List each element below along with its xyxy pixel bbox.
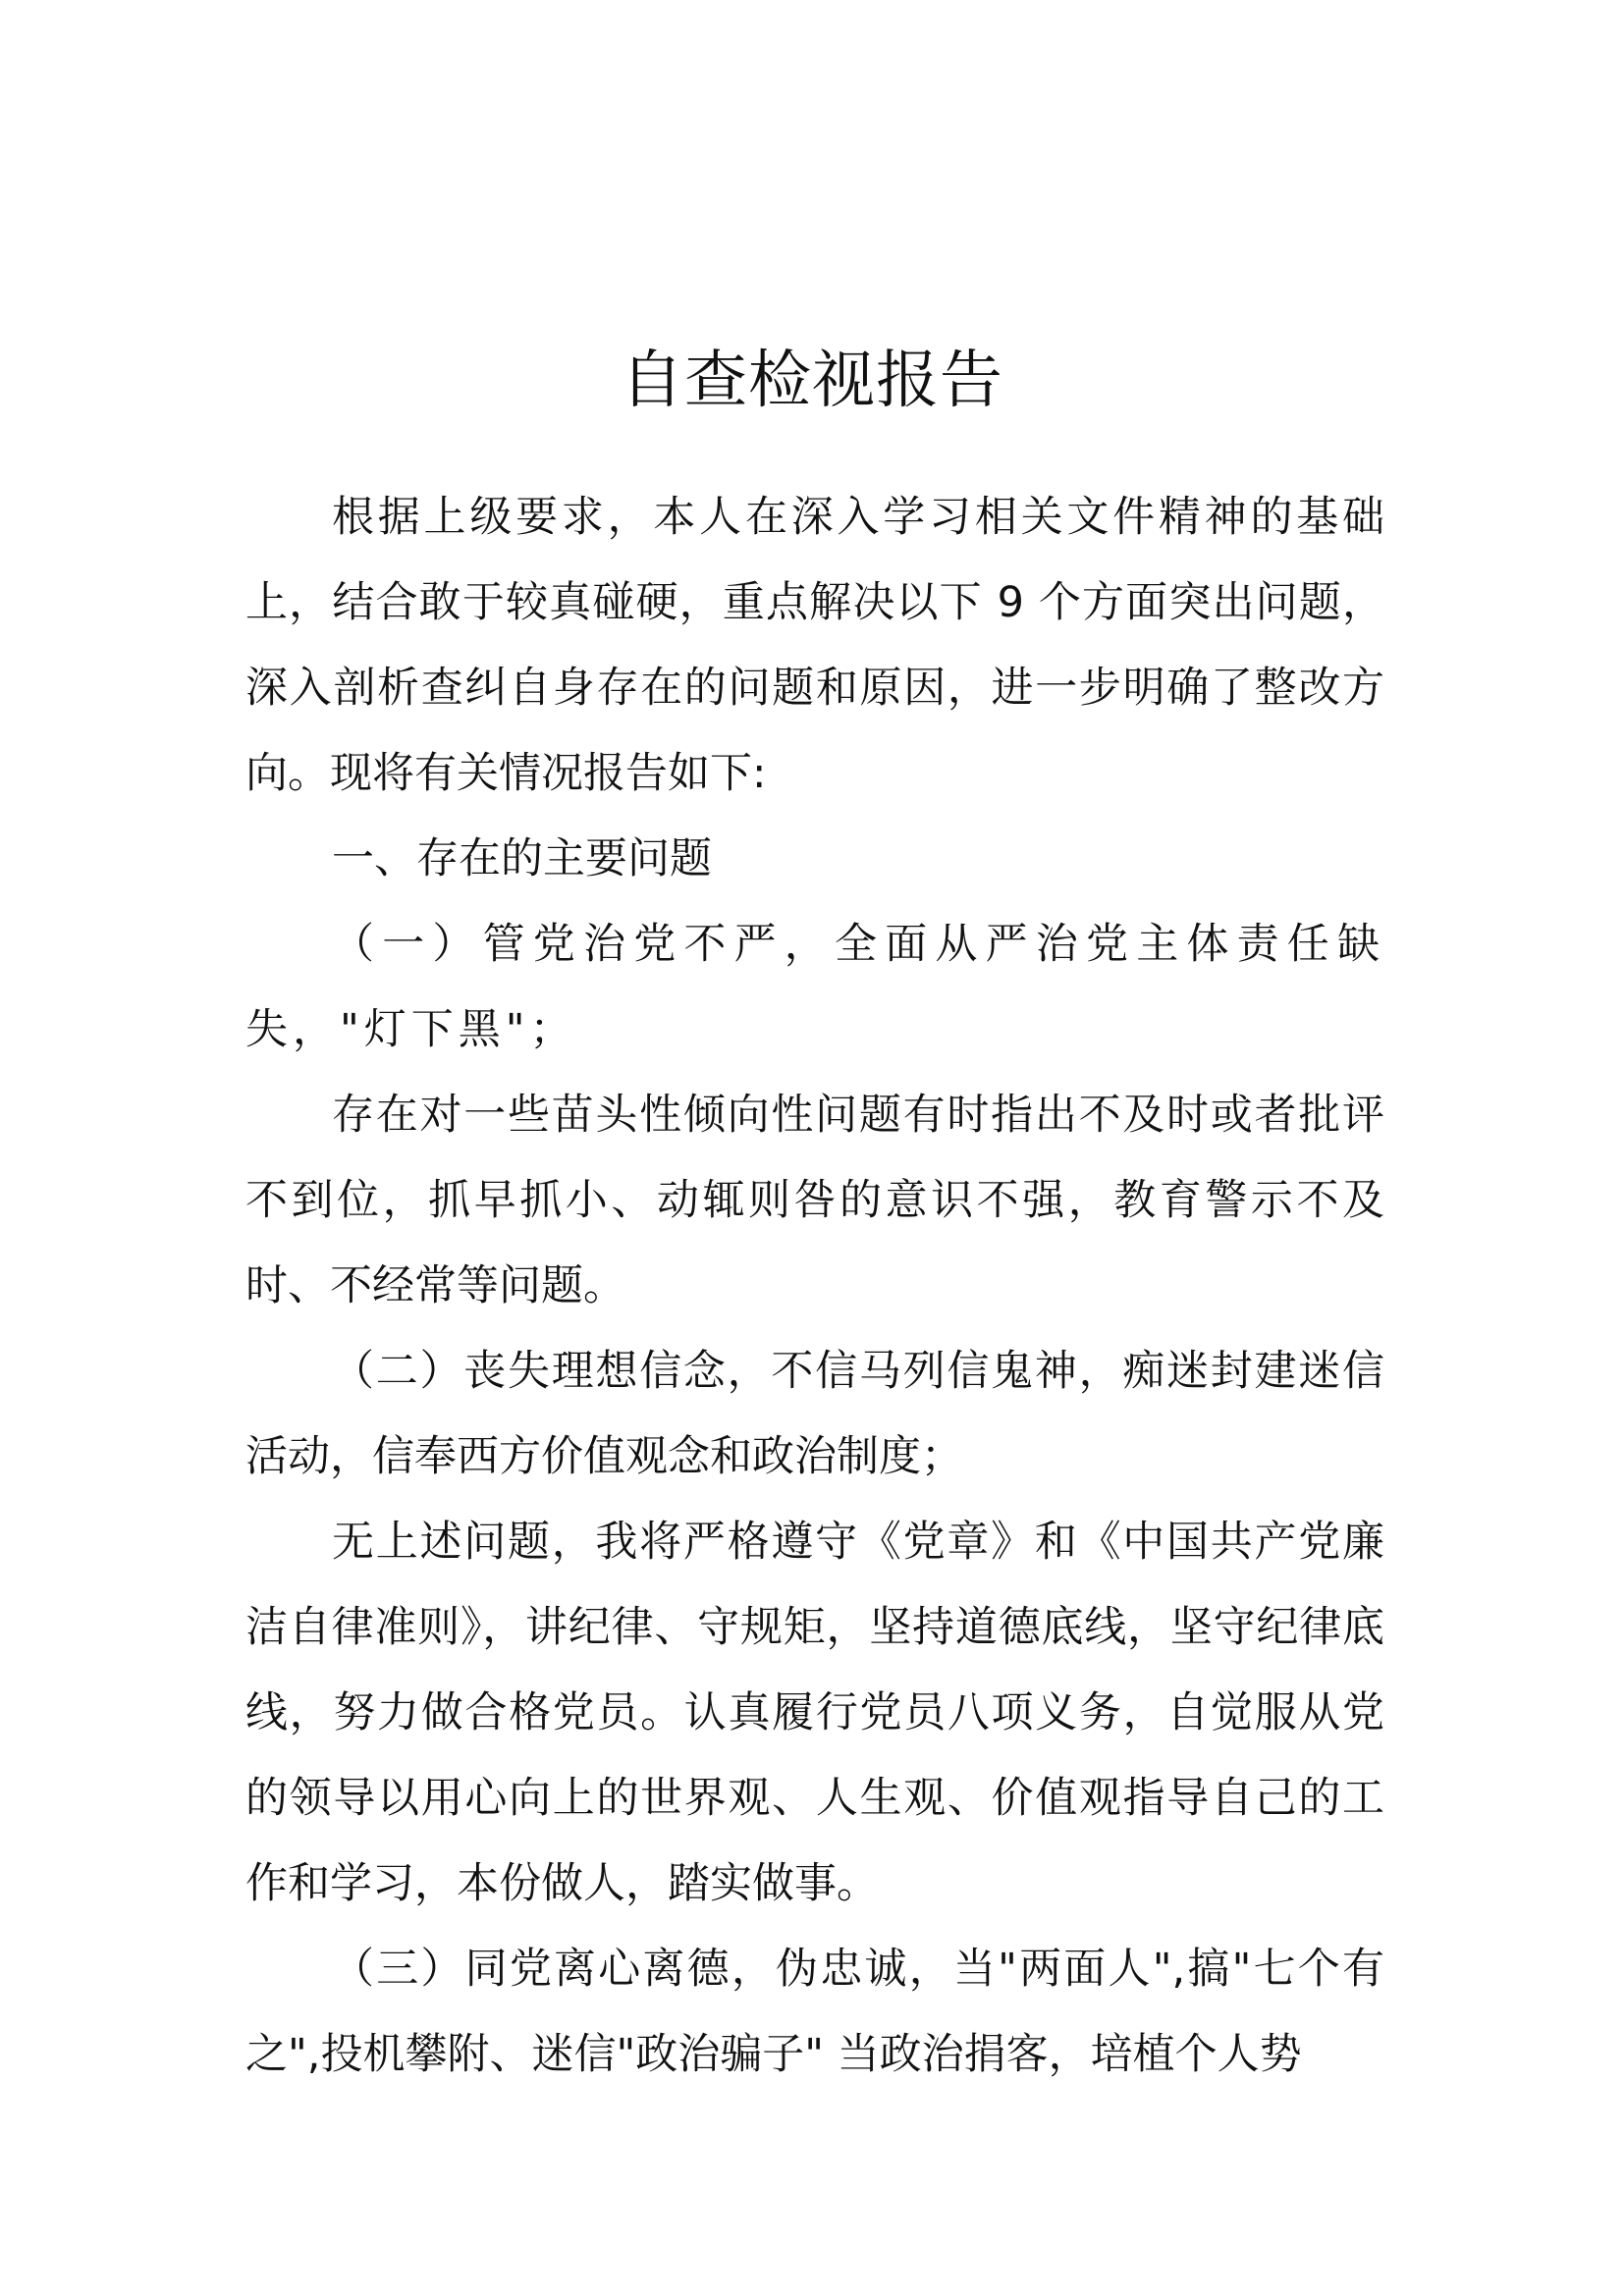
document-body	[245, 475, 1384, 2098]
item-body-1: 存在对一些苗头性倾向性问题有时指出不及时或者批评不到位，抓早抓小、动辄则咎的意识不强，教育警示不及时、不经常等问题。	[245, 1091, 1384, 1310]
item-heading-1: （一）管党治党不严，全面从严治党主体责任缺失，"灯下黑"；	[245, 920, 1384, 1054]
paragraph-intro: 根据上级要求，本人在深入学习相关文件精神的基础上，结合敢于较真碰硬，重点解决以下 9 个方面突出问题，深入剖析查纠自身存在的问题和原因，进一步明确了整改方向。现将有关情况报告如下:	[245, 493, 1384, 798]
section-heading-main-problems: 一、存在的主要问题	[332, 834, 712, 883]
document-title: 自查检视报告	[621, 344, 1003, 417]
item-heading-2: （二）丧失理想信念，不信马列信鬼神，痴迷封建迷信活动，信奉西方价值观念和政治制度；	[245, 1347, 1384, 1481]
item-body-2: 无上述问题，我将严格遵守《党章》和《中国共产党廉洁自律准则》，讲纪律、守规矩，坚持道德底线，坚守纪律底线，努力做合格党员。认真履行党员八项义务，自觉服从党的领导以用心向上的世界观、人生观、价值观指导自己的工作和学习，本份做人，踏实做事。	[245, 1518, 1384, 1908]
item-heading-3: （三）同党离心离德，伪忠诚，当"两面人",搞"七个有之",投机攀附、迷信"政治骗子" 当政治捐客，培植个人势	[245, 1945, 1384, 2079]
